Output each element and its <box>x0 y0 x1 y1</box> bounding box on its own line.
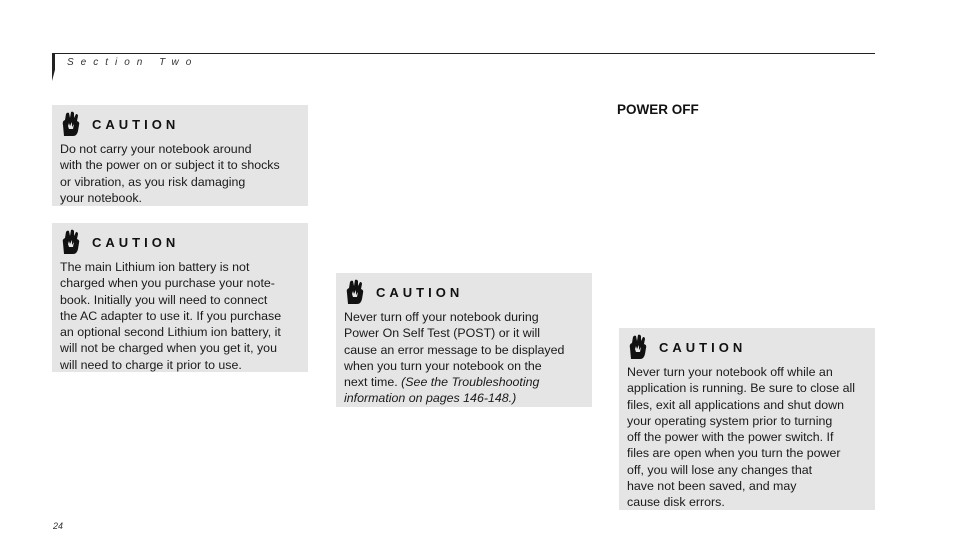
caution-line: your operating system prior to turning <box>627 413 833 428</box>
caution-line <box>344 374 584 390</box>
caution-line: when you turn your notebook on the <box>344 358 542 373</box>
caution-text <box>344 309 584 407</box>
caution-line: off, you will lose any changes that <box>627 462 813 477</box>
caution-line: off the power with the power switch. If <box>627 430 834 445</box>
caution-text <box>60 259 300 373</box>
caution-line: your notebook. <box>60 190 142 205</box>
caution-line-plain: next time. <box>344 375 402 390</box>
page-number: 24 <box>53 521 64 531</box>
caution-line: will not be charged when you get it, you <box>60 341 277 356</box>
caution-title: CAUTION <box>92 116 180 132</box>
caution-line: or vibration, as you risk damaging <box>60 174 246 189</box>
caution-line: files, exit all applications and shut down <box>627 397 844 412</box>
caution-line: Never turn your notebook off while an <box>627 365 833 379</box>
caution-line: Do not carry your notebook around <box>60 142 252 156</box>
caution-line: book. Initially you will need to connect <box>60 292 268 307</box>
caution-line: files are open when you turn the power <box>627 446 841 461</box>
section-label: Section Two <box>67 57 199 68</box>
caution-line: have not been saved, and may <box>627 479 797 494</box>
header-rule <box>53 53 875 54</box>
caution-text <box>627 364 867 511</box>
caution-line: Never turn off your notebook during <box>344 310 539 324</box>
troubleshooting-reference-pages: information on pages 146-148.) <box>344 391 517 406</box>
caution-line: the AC adapter to use it. If you purchase <box>60 308 282 323</box>
caution-text <box>60 141 300 206</box>
caution-hand-icon <box>627 334 649 360</box>
caution-hand-icon <box>344 279 366 305</box>
caution-line: cause disk errors. <box>627 495 725 510</box>
caution-line: Power On Self Test (POST) or it will <box>344 326 541 341</box>
caution-hand-icon <box>60 111 82 137</box>
section-heading: POWER OFF <box>617 102 699 117</box>
caution-line: application is running. Be sure to close all <box>627 381 855 396</box>
caution-title: CAUTION <box>92 234 180 250</box>
header-tick <box>52 53 55 81</box>
troubleshooting-reference: (See the Troubleshooting <box>401 375 540 390</box>
caution-line: The main Lithium ion battery is not <box>60 260 250 274</box>
caution-line: cause an error message to be displayed <box>344 342 565 357</box>
caution-box-3 <box>336 273 592 407</box>
caution-title: CAUTION <box>376 284 464 300</box>
caution-title: CAUTION <box>659 339 747 355</box>
caution-line: an optional second Lithium ion battery, it <box>60 325 281 340</box>
caution-box-4 <box>619 328 875 510</box>
caution-line: charged when you purchase your note- <box>60 276 275 291</box>
caution-box-1 <box>52 105 308 206</box>
caution-line: with the power on or subject it to shocks <box>60 158 280 173</box>
caution-line: will need to charge it prior to use. <box>60 357 242 372</box>
caution-box-2 <box>52 223 308 372</box>
caution-hand-icon <box>60 229 82 255</box>
